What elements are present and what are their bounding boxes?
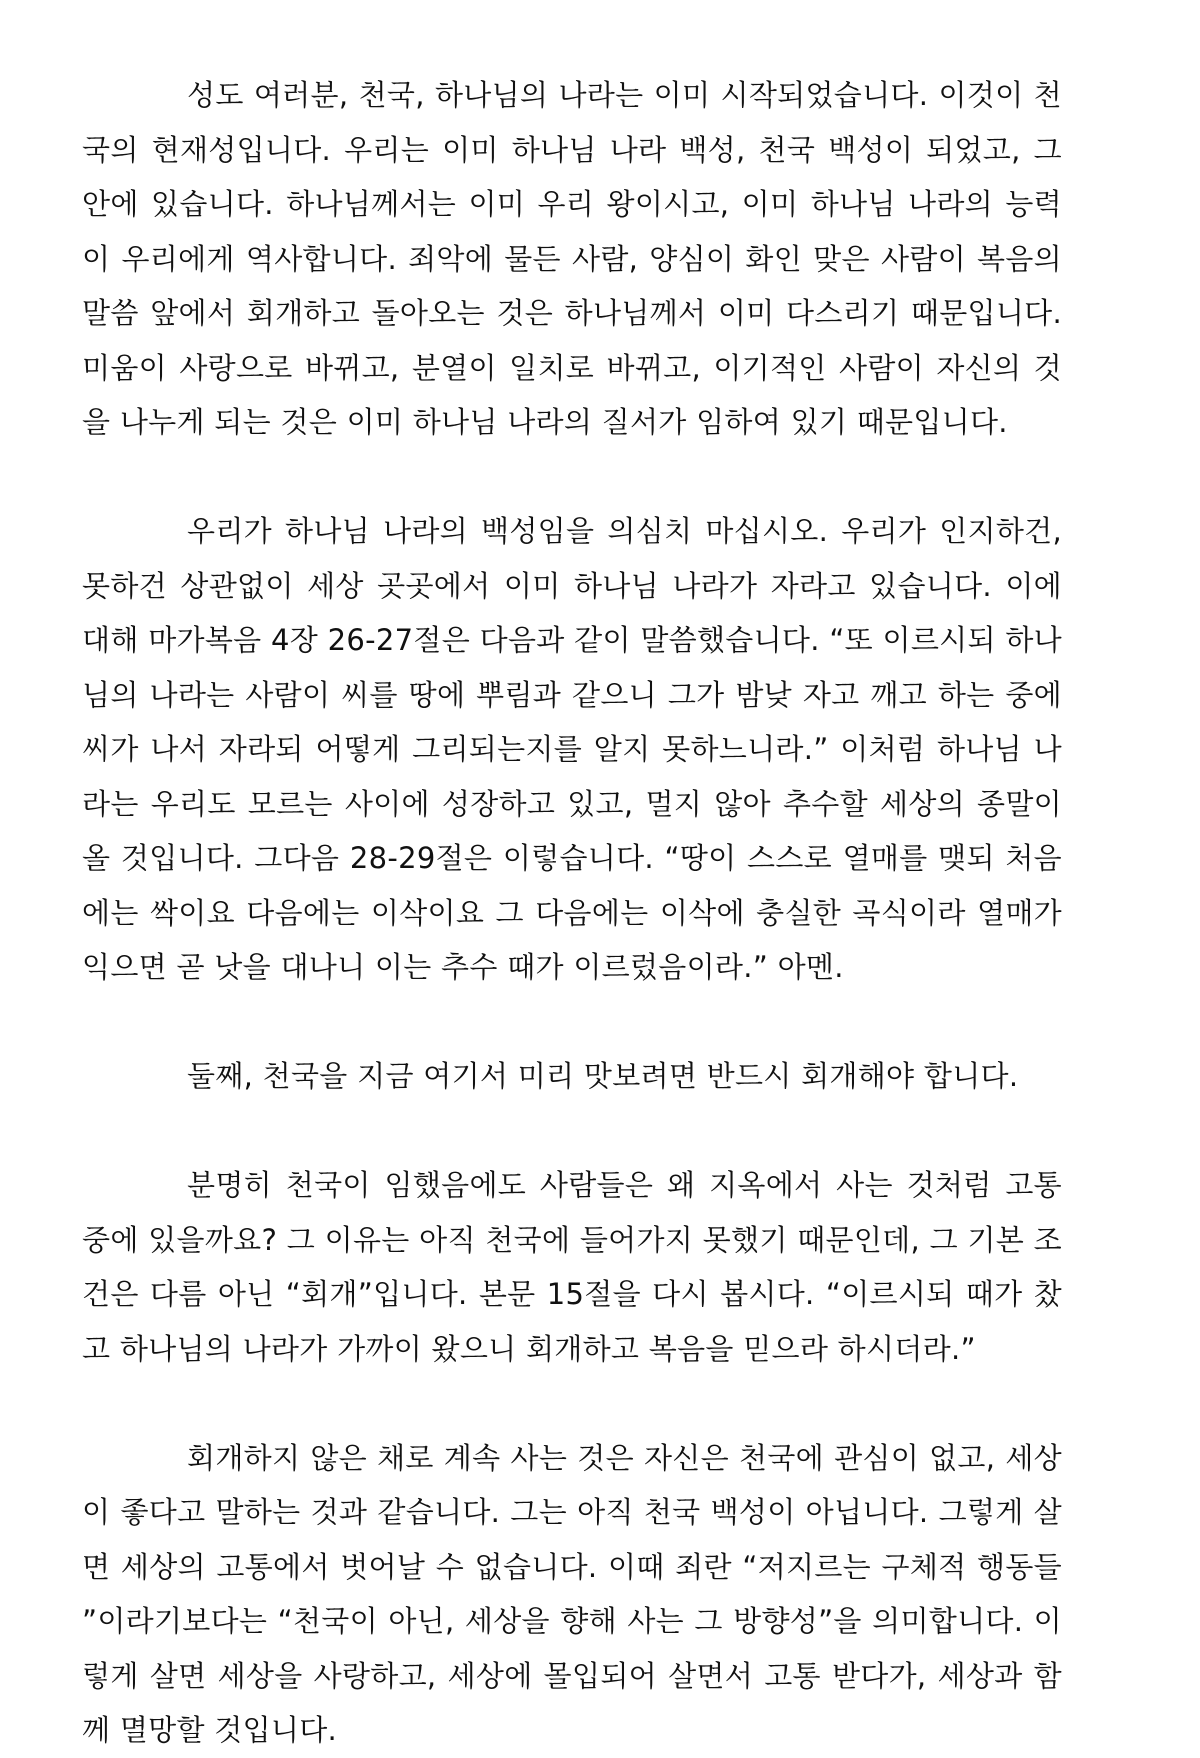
paragraph-kingdom-growing: 우리가 하나님 나라의 백성임을 의심치 마십시오. 우리가 인지하건, 못하건 상관없이 세상 곳곳에서 이미 하나님 나라가 자라고 있습니다. 이에 대해 마가복음 4장 26-27절은 다음과 같이 말씀했습니다. “또 이르시되 하나님의 나라는 사람이 씨를 땅에 뿌림과 같으니 그가 밤낮 자고 깨고 하는 중에 씨가 나서 자라되 어떻게 그리되는지를 알지 못하느니라.” 이처럼 하나님 나라는 우리도 모르는 사이에 성장하고 있고, 멀지 않아 추수할 세상의 종말이 올 것입니다. 그다음 28-29절은 이렇습니다. “땅이 스스로 열매를 맺되 처음에는 싹이요 다음에는 이삭이요 그 다음에는 이삭에 충실한 곡식이라 열매가 익으면 곧 낫을 대나니 이는 추수 때가 이르렀음이라.” 아멘. xyxy=(82,514,1062,984)
paragraph-kingdom-present: 성도 여러분, 천국, 하나님의 나라는 이미 시작되었습니다. 이것이 천국의 현재성입니다. 우리는 이미 하나님 나라 백성, 천국 백성이 되었고, 그 안에 있습니다. 하나님께서는 이미 우리 왕이시고, 이미 하나님 나라의 능력이 우리에게 역사합니다. 죄악에 물든 사람, 양심이 화인 맞은 사람이 복음의 말씀 앞에서 회개하고 돌아오는 것은 하나님께서 이미 다스리기 때문입니다. 미움이 사랑으로 바뀌고, 분열이 일치로 바뀌고, 이기적인 사람이 자신의 것을 나누게 되는 것은 이미 하나님 나라의 질서가 임하여 있기 때문입니다. xyxy=(82,78,1062,439)
paragraph-second-point-heading: 둘째, 천국을 지금 여기서 미리 맛보려면 반드시 회개해야 합니다. xyxy=(187,1059,1019,1093)
document-page xyxy=(82,68,1062,1758)
paragraph-without-repentance: 회개하지 않은 채로 계속 사는 것은 자신은 천국에 관심이 없고, 세상이 좋다고 말하는 것과 같습니다. 그는 아직 천국 백성이 아닙니다. 그렇게 살면 세상의 고통에서 벗어날 수 없습니다. 이때 죄란 “저지르는 구체적 행동들”이라기보다는 “천국이 아닌, 세상을 향해 사는 그 방향성”을 의미합니다. 이렇게 살면 세상을 사랑하고, 세상에 몰입되어 살면서 고통 받다가, 세상과 함께 멸망할 것입니다. xyxy=(82,1440,1062,1747)
paragraph-repentance-condition: 분명히 천국이 임했음에도 사람들은 왜 지옥에서 사는 것처럼 고통 중에 있을까요? 그 이유는 아직 천국에 들어가지 못했기 때문인데, 그 기본 조건은 다름 아닌 “회개”입니다. 본문 15절을 다시 봅시다. “이르시되 때가 찼고 하나님의 나라가 가까이 왔으니 회개하고 복음을 믿으라 하시더라.” xyxy=(82,1168,1062,1366)
